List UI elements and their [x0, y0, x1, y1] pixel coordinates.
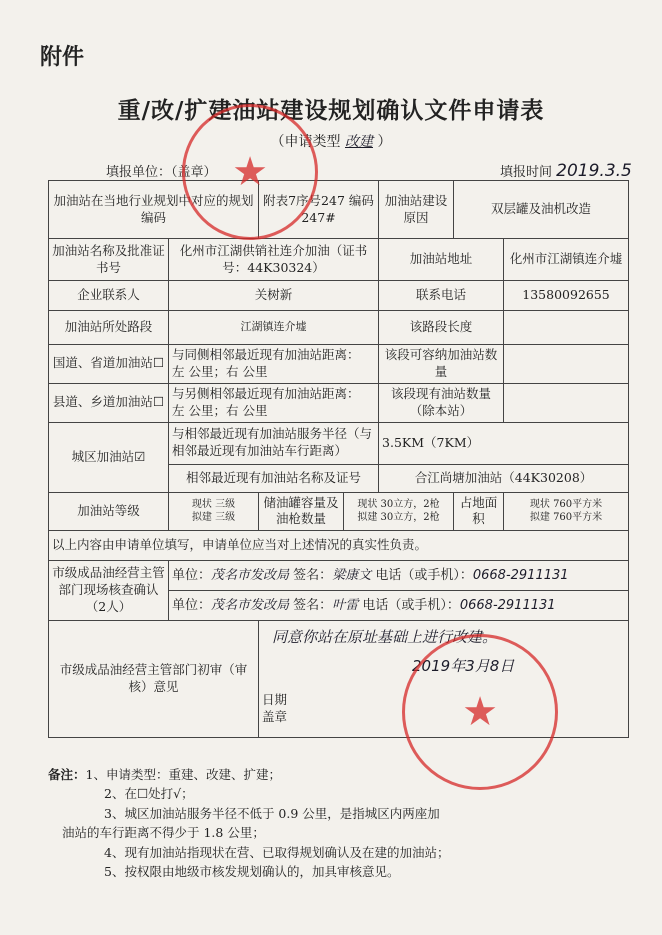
seal-star-icon: ★: [232, 149, 268, 195]
fill-time: [500, 161, 632, 181]
county-road-label: 县道、乡道加油站☐: [49, 383, 169, 422]
review-cell: [259, 621, 629, 738]
attachment-label: 附件: [40, 45, 85, 70]
inspector-2-sign-label: 签名：: [293, 597, 333, 613]
road-value: 江湖镇连介墟: [169, 311, 379, 345]
inspector-2-row: [169, 591, 629, 621]
inspector-2-unit: 茂名市发改局: [211, 597, 290, 613]
seal-label: 盖章: [262, 708, 288, 724]
road-length-label: 该路段长度: [379, 311, 504, 345]
inspector-2-unit-label: 单位：: [172, 597, 212, 613]
station-name-label: 加油站名称及批准证书号: [49, 239, 169, 281]
phone-value: 13580092655: [504, 281, 629, 311]
review-opinion: 同意你站在原址基础上进行改建。: [272, 628, 498, 647]
road-label: 加油站所处路段: [49, 311, 169, 345]
road-length-value: [504, 311, 629, 345]
application-type-suffix: ）: [377, 134, 392, 150]
area-label: 占地面积: [454, 492, 504, 531]
note-5: 5、按权限由地级市核发规划确认的，加具审核意见。: [104, 863, 400, 879]
other-side-distance: [169, 383, 379, 422]
existing-count-label: 该段现有油站数量（除本站）: [379, 383, 504, 422]
inspector-1-name: 梁康文: [332, 567, 372, 583]
application-type: [0, 131, 662, 151]
grade-planned: 拟建 三级: [191, 512, 236, 524]
other-side-value: 左 公里；右 公里: [172, 402, 268, 418]
application-form-table: [48, 180, 629, 738]
inspector-1-row: [169, 561, 629, 591]
inspector-2-phone: 0668-2911131: [459, 597, 556, 613]
inspector-1-phone: 0668-2911131: [472, 567, 569, 583]
station-address-label: 加油站地址: [379, 239, 504, 281]
grade-values: [169, 492, 259, 531]
inspector-2-phone-label: 电话（或手机）：: [362, 597, 460, 613]
national-road-label: 国道、省道加油站☐: [49, 345, 169, 384]
inspector-2-name: 叶雷: [332, 597, 359, 613]
inspector-1-sign-label: 签名：: [293, 567, 333, 583]
note-2: 2、在☐处打√；: [104, 786, 194, 802]
note-3: 3、城区加油站服务半径不低于 0.9 公里，是指城区内两座加: [104, 805, 440, 821]
tank-current: 现状 30立方，2枪: [357, 498, 440, 510]
declaration: 以上内容由申请单位填写，申请单位应当对上述情况的真实性负责。: [49, 531, 629, 561]
service-radius-label: 与相邻最近现有加油站服务半径（与相邻最近现有加油站车行距离）: [169, 422, 379, 464]
application-type-prefix: （申请类型: [270, 134, 341, 150]
area-values: [504, 492, 629, 531]
inspector-1-phone-label: 电话（或手机）：: [375, 567, 473, 583]
fill-time-value: 2019.3.5: [556, 161, 632, 181]
station-address-value: 化州市江湖镇连介墟: [504, 239, 629, 281]
other-side-label: 与另侧相邻最近现有加油站距离：: [172, 385, 360, 401]
note-1: 1、申请类型：重建、改建、扩建；: [85, 767, 281, 782]
urban-station-label: 城区加油站☑: [49, 422, 169, 492]
reason-value: 双层罐及油机改造: [454, 181, 629, 239]
station-name-value: 化州市江湖供销社连介加油（证书号：44K30324）: [169, 239, 379, 281]
same-side-distance: [169, 345, 379, 384]
grade-label: 加油站等级: [49, 492, 169, 531]
nearest-station-label: 相邻最近现有加油站名称及证号: [169, 464, 379, 492]
tank-label: 储油罐容量及油枪数量: [259, 492, 344, 531]
service-radius-value: 3.5KM（7KM）: [379, 422, 629, 464]
fill-unit-label: 填报单位：（盖章）: [106, 165, 217, 180]
notes-prefix: 备注：: [48, 767, 86, 782]
capacity-label: 该段可容纳加油站数量: [379, 345, 504, 384]
review-date: 2019年3月8日: [412, 656, 515, 675]
fill-time-label: 填报时间: [500, 165, 553, 180]
nearest-station-value: 合江尚塘加油站（44K30208）: [379, 464, 629, 492]
same-side-value: 左 公里；右 公里: [172, 363, 268, 379]
application-type-value: 改建: [345, 134, 373, 150]
existing-count-value: [504, 383, 629, 422]
same-side-label: 与同侧相邻最近现有加油站距离：: [172, 347, 360, 362]
note-line-1: [48, 765, 628, 784]
date-label: 日期: [262, 691, 288, 707]
inspector-1-unit-label: 单位：: [172, 567, 212, 583]
plan-code-value: 附表7序号247 编码247#: [259, 181, 379, 239]
area-planned: 拟建 760平方米: [529, 512, 603, 524]
grade-current: 现状 三级: [191, 498, 236, 510]
plan-code-label: 加油站在当地行业规划中对应的规划编码: [49, 181, 259, 239]
reason-label: 加油站建设原因: [379, 181, 454, 239]
note-4: 4、现有加油站指现状在营、已取得规划确认及在建的加油站；: [104, 844, 450, 860]
inspector-1-unit: 茂名市发改局: [211, 567, 290, 583]
tank-values: [344, 492, 454, 531]
onsite-check-label: 市级成品油经营主管部门现场核查确认（2人）: [49, 561, 169, 621]
contact-value: 关树新: [169, 281, 379, 311]
notes: [48, 765, 628, 881]
seal-star-icon: ★: [462, 689, 498, 735]
form-title: 重/改/扩建油站建设规划确认文件申请表: [117, 97, 545, 124]
area-current: 现状 760平方米: [529, 498, 603, 510]
tank-planned: 拟建 30立方，2枪: [357, 512, 440, 524]
note-3-cont: 油站的车行距离不得少于 1.8 公里；: [62, 825, 265, 841]
review-label: 市级成品油经营主管部门初审（审核）意见: [49, 621, 259, 738]
phone-label: 联系电话: [379, 281, 504, 311]
capacity-value: [504, 345, 629, 384]
contact-label: 企业联系人: [49, 281, 169, 311]
